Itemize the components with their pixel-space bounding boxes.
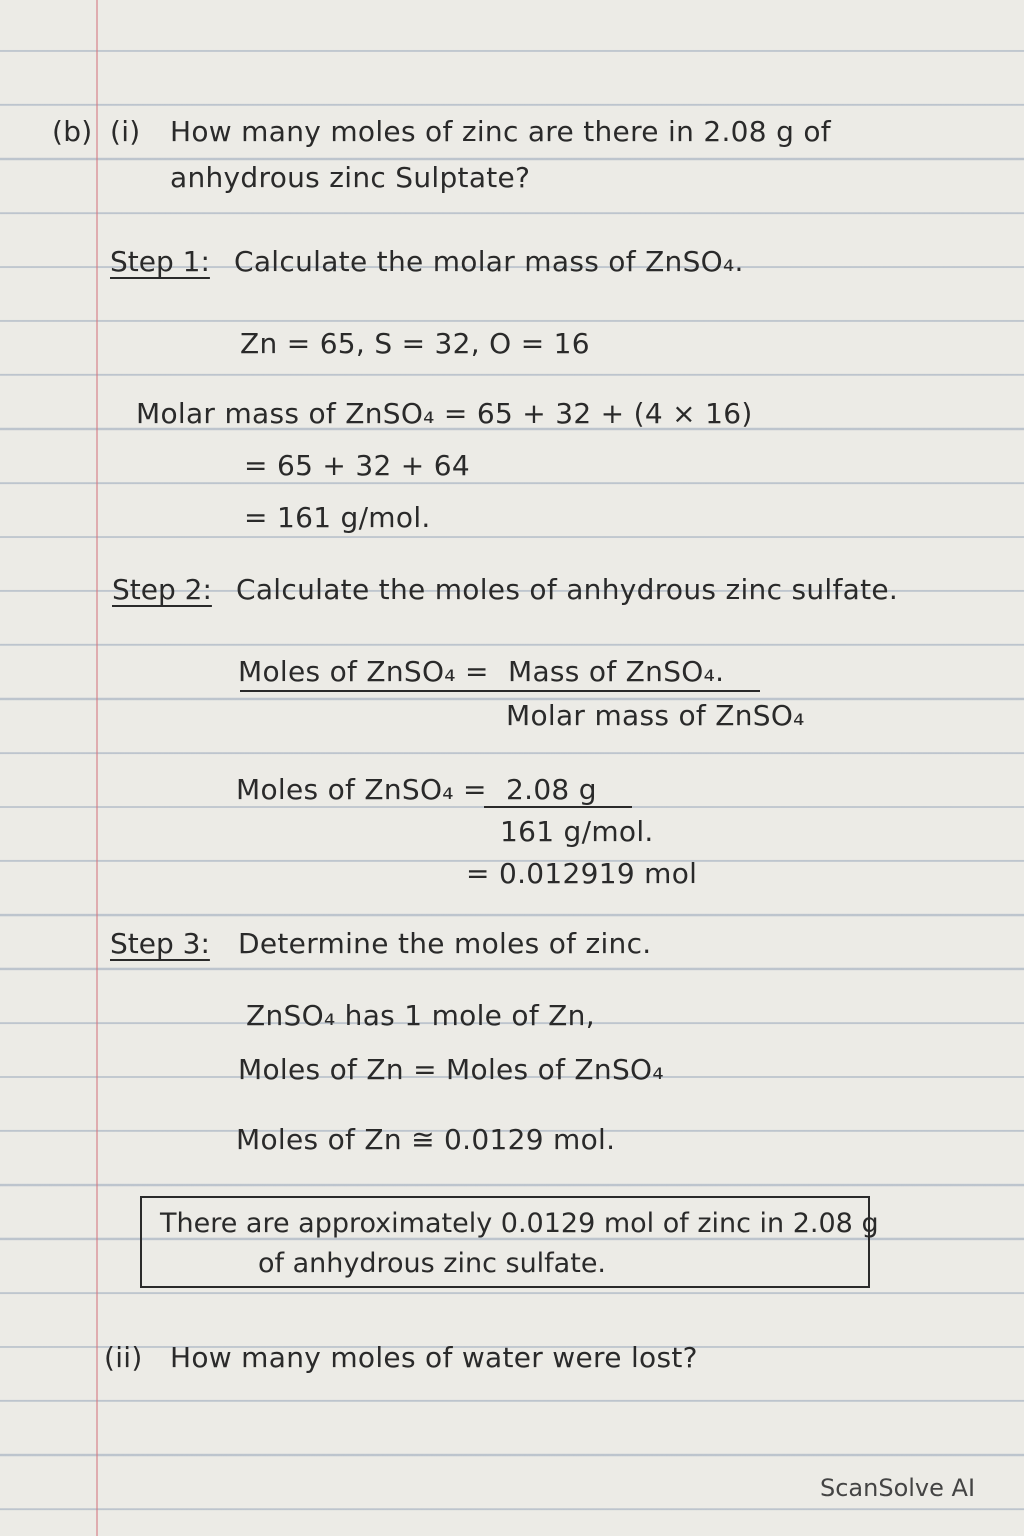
step-1-label: Step 1: bbox=[110, 245, 210, 278]
question-line-2: anhydrous zinc Sulptate? bbox=[170, 161, 531, 194]
molar-mass-result: = 161 g/mol. bbox=[244, 501, 431, 534]
calc-denominator: 161 g/mol. bbox=[500, 815, 654, 848]
step-3-title: Determine the moles of zinc. bbox=[238, 927, 652, 960]
formula-fraction-bar bbox=[240, 690, 760, 692]
molar-mass-sum: = 65 + 32 + 64 bbox=[244, 449, 470, 482]
step-2-label: Step 2: bbox=[112, 573, 212, 606]
formula-lhs: Moles of ZnSO₄ = bbox=[238, 655, 489, 688]
question-line-1: How many moles of zinc are there in 2.08 g of bbox=[170, 115, 831, 148]
part-i-label: (i) bbox=[110, 115, 141, 148]
step-3-label: Step 3: bbox=[110, 927, 210, 960]
calc-fraction-bar bbox=[484, 806, 632, 808]
watermark: ScanSolve AI bbox=[820, 1474, 976, 1502]
answer-line-1: There are approximately 0.0129 mol of zinc in 2.08 g bbox=[160, 1208, 879, 1239]
atomic-masses: Zn = 65, S = 32, O = 16 bbox=[240, 327, 590, 360]
part-ii-question: How many moles of water were lost? bbox=[170, 1341, 698, 1374]
question-b-label: (b) bbox=[52, 115, 93, 148]
margin-line bbox=[96, 0, 98, 1536]
answer-box bbox=[140, 1196, 879, 1288]
calc-numerator: 2.08 g bbox=[506, 773, 597, 806]
part-ii-label: (ii) bbox=[104, 1341, 143, 1374]
moles-zinc-result: Moles of Zn ≅ 0.0129 mol. bbox=[236, 1123, 616, 1156]
formula-numerator: Mass of ZnSO₄. bbox=[508, 655, 725, 688]
moles-result: = 0.012919 mol bbox=[466, 857, 698, 890]
molar-mass-line: Molar mass of ZnSO₄ = 65 + 32 + (4 × 16) bbox=[136, 397, 753, 430]
zinc-ratio-line: ZnSO₄ has 1 mole of Zn, bbox=[246, 999, 595, 1032]
answer-line-2: of anhydrous zinc sulfate. bbox=[258, 1248, 607, 1279]
step-2-title: Calculate the moles of anhydrous zinc sulfate. bbox=[236, 573, 899, 606]
moles-equality-line: Moles of Zn = Moles of ZnSO₄ bbox=[238, 1053, 664, 1086]
formula-denominator: Molar mass of ZnSO₄ bbox=[506, 699, 805, 732]
calc-lhs: Moles of ZnSO₄ = bbox=[236, 773, 487, 806]
step-1-title: Calculate the molar mass of ZnSO₄. bbox=[234, 245, 744, 278]
